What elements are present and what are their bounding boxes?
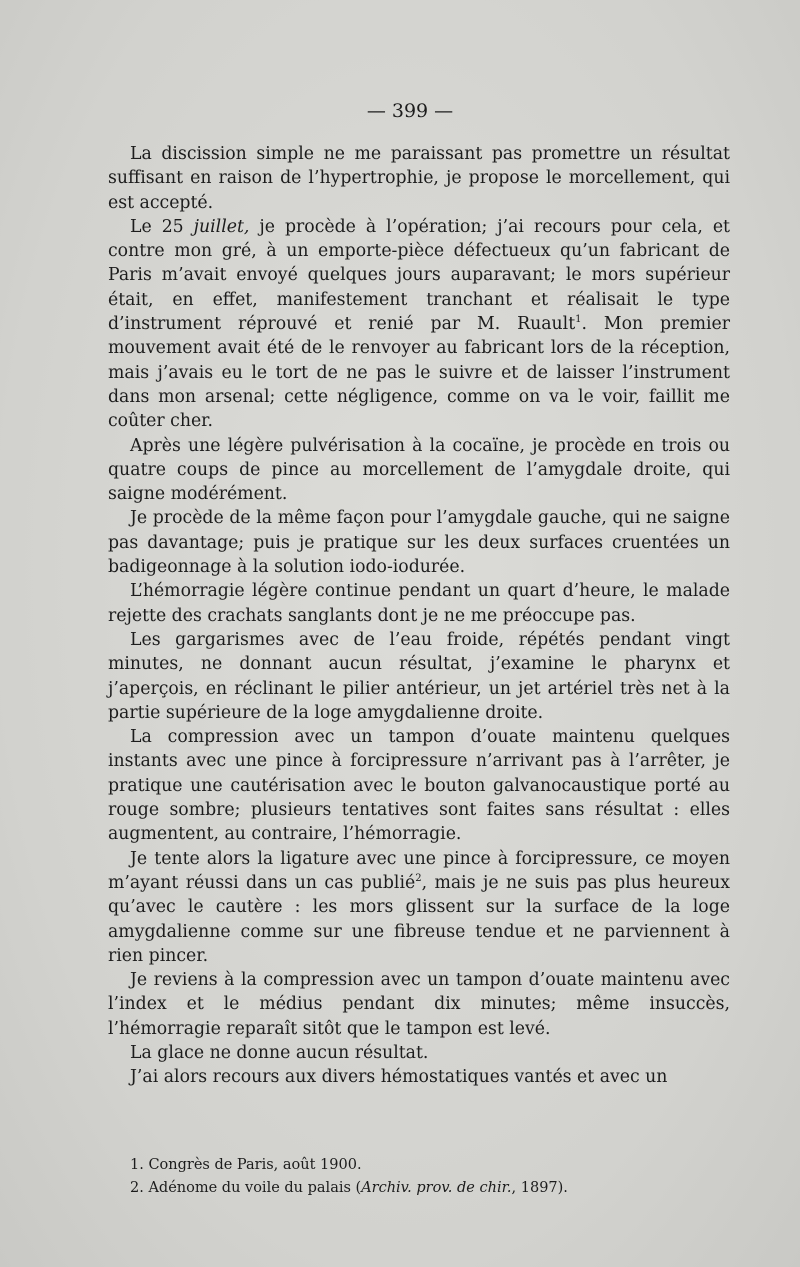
text-run: J’ai alors recours aux divers hémostatiques vantés et avec un [130,1067,668,1088]
text-run: Je tente alors la ligature avec une pince à forcipressure, ce moyen m’ayant réussi dans un cas publié [108,848,730,893]
text-run: Après une légère pulvérisation à la cocaïne, je procède en trois ou quatre coups de pince au morcellement de l’amygdale droite, qui saigne modérément. [108,435,730,505]
text-run: 1. Congrès de Paris, août 1900. [130,1157,362,1173]
footnote-ref: 1 [575,314,582,326]
paragraph [108,968,730,1041]
paragraph [108,579,730,628]
text-run: L’hémorragie légère continue pendant un quart d’heure, le malade rejette des crachats sanglants dont je ne me préoccupe pas. [108,581,730,626]
footnote-ref: 2 [415,873,422,885]
text-run: Je reviens à la compression avec un tampon d’ouate maintenu avec l’index et le médius pendant dix minutes; même insuccès, l’hémorragie reparaît sitôt que le tampon est levé. [108,970,730,1039]
paragraph [108,1041,730,1065]
paragraph [108,434,730,507]
paragraph [108,1065,730,1089]
text-run: Le 25 [130,216,194,237]
text-run: , 1897). [511,1180,568,1196]
text-run: , mais je ne suis pas plus heureux qu’avec le cautère : les mors glissent sur la surface de la loge amygdalienne comme sur une fibreuse tendue et ne parviennent à rien pincer. [108,872,730,966]
text-run: 2. Adénome du voile du palais ( [130,1180,362,1196]
text-run: Je procède de la même façon pour l’amygdale gauche, qui ne saigne pas davantage; puis je pratique sur les deux surfaces cruentées un badigeonnage à la solution iodo-iodurée. [108,508,730,578]
footnote [130,1177,730,1200]
text-run: La glace ne donne aucun résultat. [130,1042,429,1063]
paragraph [108,215,730,434]
text-run: La discission simple ne me paraissant pas promettre un résultat suffisant en raison de l’hypertrophie, je propose le morcellement, qui est accepté. [108,144,730,213]
text-run: Les gargarismes avec de l’eau froide, répétés pendant vingt minutes, ne donnant aucun résultat, j’examine le pharynx et j’aperçois, en réclinant le pilier antérieur, un jet artériel très net à la partie supérieure de la loge amygdalienne droite. [108,629,730,723]
text-run: La compression avec un tampon d’ouate maintenu quelques instants avec une pince à forcipressure n’arrivant pas à l’arrêter, je pratique une cautérisation avec le bouton galvanocaustique porté au rouge sombre; plusieurs tentatives sont faites sans résultat : elles augmentent, au contraire, l’hémorragie. [108,727,730,845]
text-run: . Mon premier mouvement avait été de le renvoyer au fabricant lors de la réception, mais j’avais eu le tort de ne pas le suivre et de laisser l’instrument dans mon arsenal; cette négligence, comme on va le voir, faillit me coûter cher. [108,314,730,432]
paragraph [108,628,730,725]
paragraph [108,142,730,215]
italic-text: Archiv. prov. de chir. [361,1180,512,1196]
text-run: je procède à l’opération; j’ai recours pour cela, et contre mon gré, à un emporte-pièce défectueux qu’un fabricant de Paris m’avait envoyé quelques jours auparavant; le mors supérieur était, en effet, manifestement tranchant et réalisait le type d’instrument réprouvé et renié par M. Ruault [108,216,730,335]
footnotes [130,1154,730,1200]
italic-text: juillet, [193,216,250,237]
paragraph [108,847,730,968]
footnote [130,1154,730,1177]
page-number: — 399 — [366,100,454,122]
body-text [108,142,730,1090]
paragraph [108,506,730,579]
paragraph [108,725,730,846]
